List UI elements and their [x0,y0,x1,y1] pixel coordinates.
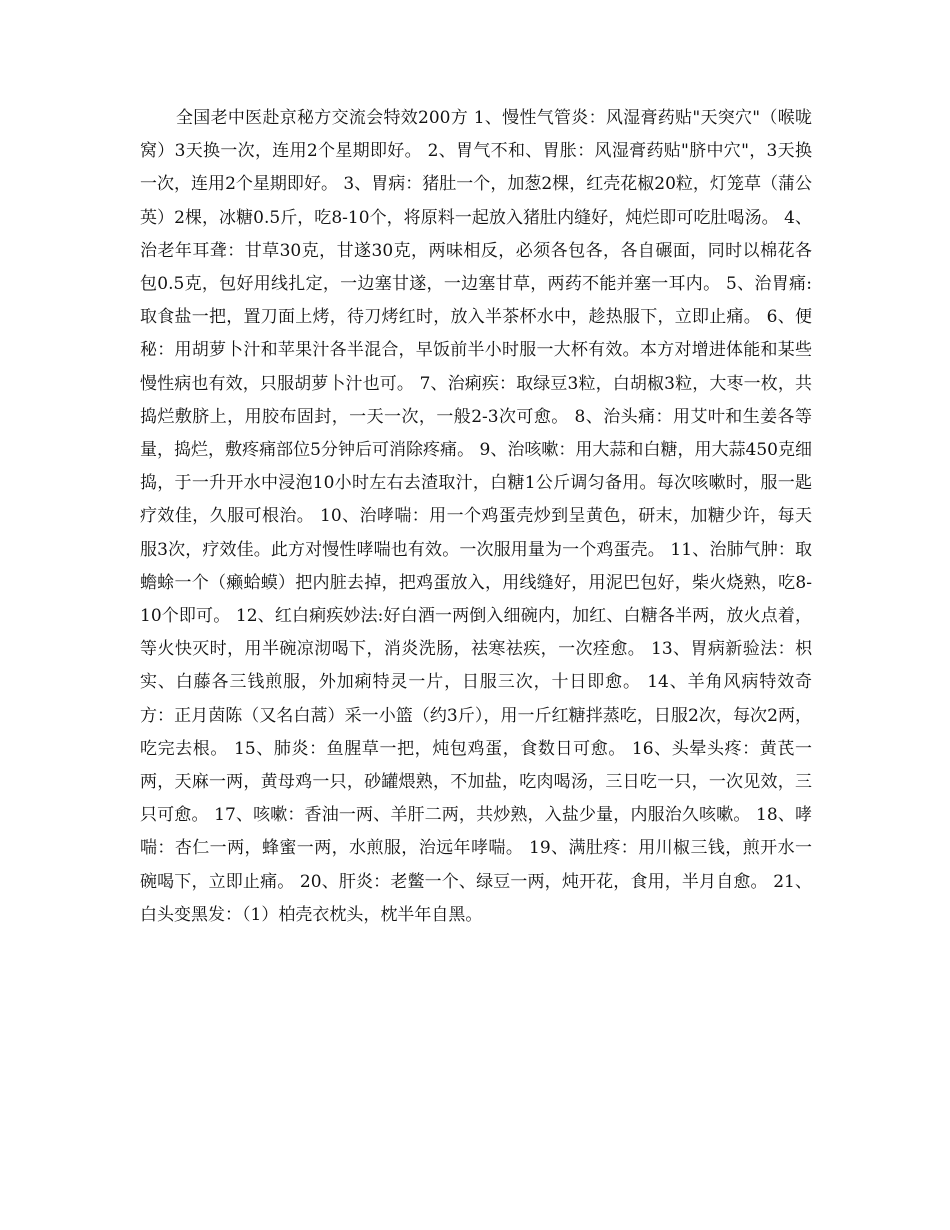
document-body-text: 全国老中医赴京秘方交流会特效200方 1、慢性气管炎：风湿膏药贴"天突穴"（喉咙窝）3天换一次，连用2个星期即好。 2、胃气不和、胃胀：风湿膏药贴"脐中穴"，3天换一次，连用2个星期即好。 3、胃病：猪肚一个，加葱2棵，红壳花椒20粒，灯笼草（蒲公英）2棵，冰糖0.5斤，吃8-10个，将原料一起放入猪肚内缝好，炖烂即可吃肚喝汤。 4、治老年耳聋：甘草30克，甘遂30克，两味相反，必须各包各，各自碾面，同时以棉花各包0.5克，包好用线扎定，一边塞甘遂，一边塞甘草，两药不能并塞一耳内。 5、治胃痛:取食盐一把，置刀面上烤，待刀烤红时，放入半茶杯水中，趁热服下，立即止痛。 6、便秘：用胡萝卜汁和苹果汁各半混合，早饭前半小时服一大杯有效。本方对增进体能和某些慢性病也有效，只服胡萝卜汁也可。 7、治痢疾：取绿豆3粒，白胡椒3粒，大枣一枚，共捣烂敷脐上，用胶布固封，一天一次，一般2-3次可愈。 8、治头痛：用艾叶和生姜各等量，捣烂，敷疼痛部位5分钟后可消除疼痛。 9、治咳嗽：用大蒜和白糖，用大蒜450克细捣，于一升开水中浸泡10小时左右去渣取汁，白糖1公斤调匀备用。每次咳嗽时，服一匙疗效佳，久服可根治。 10、治哮喘：用一个鸡蛋壳炒到呈黄色，研末，加糖少许，每天服3次，疗效佳。此方对慢性哮喘也有效。一次服用量为一个鸡蛋壳。 11、治肺气肿：取蟾蜍一个（癞蛤蟆）把内脏去掉，把鸡蛋放入，用线缝好，用泥巴包好，柴火烧熟，吃8-10个即可。 12、红白痢疾妙法:好白酒一两倒入细碗内，加红、白糖各半两，放火点着，等火快灭时，用半碗凉沏喝下，消炎洗肠，祛寒祛疾，一次痊愈。 13、胃病新验法：枳实、白藤各三钱煎服，外加痢特灵一片，日服三次，十日即愈。 14、羊角风病特效奇方：正月茵陈（又名白蒿）采一小篮（约3斤），用一斤红糖拌蒸吃，日服2次，每次2两，吃完去根。 15、肺炎：鱼腥草一把，炖包鸡蛋，食数日可愈。 16、头晕头疼：黄芪一两，天麻一两，黄母鸡一只，砂罐煨熟，不加盐，吃肉喝汤，三日吃一只，一次见效，三只可愈。 17、咳嗽：香油一两、羊肝二两，共炒熟，入盐少量，内服治久咳嗽。 18、哮喘：杏仁一两，蜂蜜一两，水煎服，治远年哮喘。 19、满肚疼：用川椒三钱，煎开水一碗喝下，立即止痛。 20、肝炎：老鳖一个、绿豆一两，炖开花，食用，半月自愈。 21、白头变黑发：（1）柏壳衣枕头，枕半年自黑。 [140,108,812,925]
